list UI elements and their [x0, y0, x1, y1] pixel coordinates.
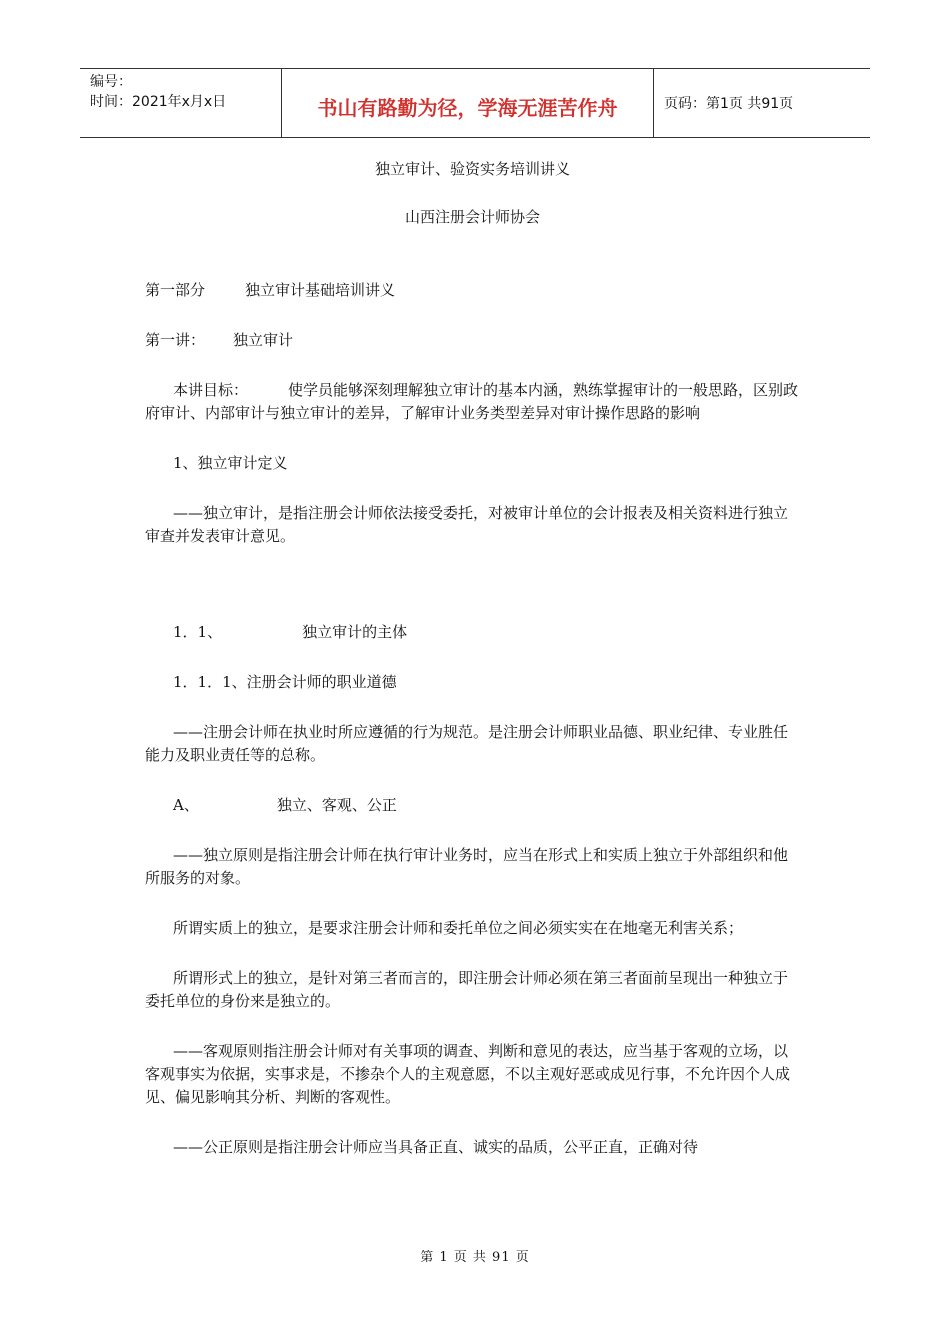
goal-text: 使学员能够深刻理解独立审计的基本内涵，熟练掌握审计的一般思路，区别政府审计、内部审计与独立审计的差异，了解审计业务类型差异对审计操作思路的影响 — [145, 381, 799, 422]
section-1-heading: 1、独立审计定义 — [173, 454, 288, 472]
doc-title: 独立审计、验资实务培训讲义 — [374, 160, 570, 178]
page-header — [80, 68, 870, 138]
part-title: 独立审计基础培训讲义 — [245, 281, 396, 299]
lecture-goal — [145, 379, 800, 425]
lecture-title: 独立审计 — [233, 331, 294, 349]
independence-paragraph: ——独立原则是指注册会计师在执行审计业务时，应当在形式上和实质上独立于外部组织和他所服务的对象。 — [145, 846, 789, 887]
fairness-paragraph: ——公正原则是指注册会计师应当具备正直、诚实的品质，公平正直，正确对待 — [173, 1138, 699, 1156]
objectivity-paragraph: ——客观原则指注册会计师对有关事项的调查、判断和意见的表达，应当基于客观的立场，以客观事实为依据，实事求是，不掺杂个人的主观意愿，不以主观好恶或成见行事，不允许因个人成见、偏见影响其分析、判断的客观性。 — [145, 1042, 791, 1106]
subsection-a-title: 独立、客观、公正 — [276, 796, 397, 814]
goal-label: 本讲目标： — [173, 381, 249, 399]
lecture-heading — [145, 329, 800, 352]
form-paragraph: 所谓形式上的独立，是针对第三者而言的，即注册会计师必须在第三者面前呈现出一种独立于委托单位的身份来是独立的。 — [145, 969, 789, 1010]
section-1-text: ——独立审计，是指注册会计师依法接受委托，对被审计单位的会计报表及相关资料进行独立审查并发表审计意见。 — [145, 504, 789, 545]
section-1-1-title: 独立审计的主体 — [302, 623, 408, 641]
doc-org: 山西注册会计师协会 — [404, 208, 540, 226]
part-label: 第一部分 — [145, 281, 206, 299]
substance-paragraph: 所谓实质上的独立，是要求注册会计师和委托单位之间必须实实在在地毫无利害关系； — [173, 919, 744, 937]
section-1-1-heading — [145, 621, 800, 644]
header-number: 编号： — [90, 74, 132, 90]
header-page-info: 页码：第1页 共91页 — [664, 96, 794, 112]
header-slogan: 书山有路勤为径，学海无涯苦作舟 — [282, 69, 654, 137]
lecture-label: 第一讲： — [145, 331, 206, 349]
section-1-1-num: 1．1、 — [173, 623, 223, 641]
document-body — [145, 158, 800, 1159]
header-time: 时间：2021年x月x日 — [90, 94, 227, 110]
part-heading — [145, 279, 800, 302]
section-1-1-1-heading: 1．1．1、注册会计师的职业道德 — [173, 673, 397, 691]
subsection-a-heading — [145, 794, 800, 817]
page-footer: 第 1 页 共 91 页 — [420, 1250, 530, 1265]
subsection-a-label: A、 — [173, 796, 199, 814]
section-1-1-1-text: ——注册会计师在执业时所应遵循的行为规范。是注册会计师职业品德、职业纪律、专业胜任能力及职业责任等的总称。 — [145, 723, 789, 764]
header-meta — [80, 69, 282, 137]
